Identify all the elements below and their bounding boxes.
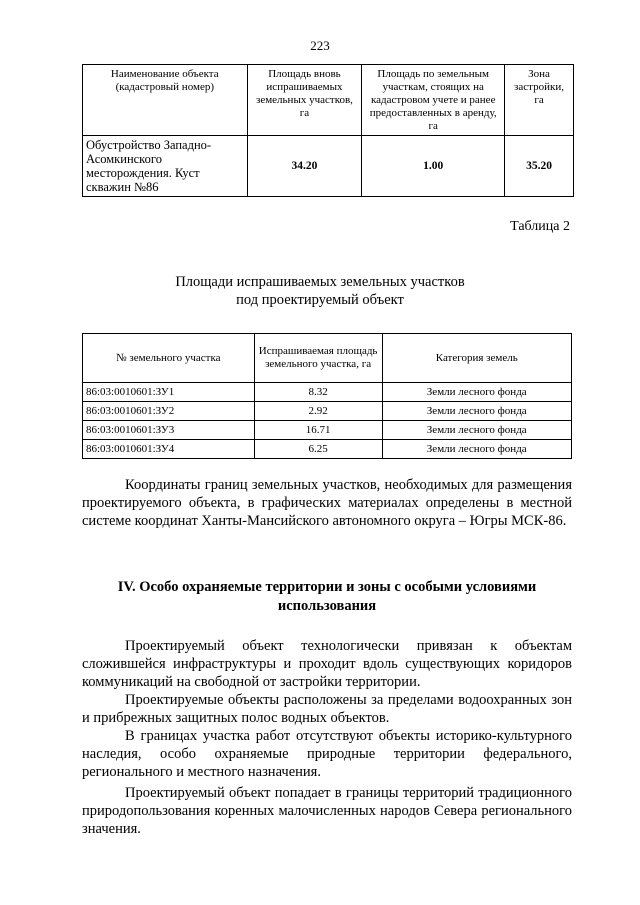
table-row xyxy=(83,383,572,402)
cell-zone: 35.20 xyxy=(505,136,574,197)
cell-plot-number: 86:03:0010601:ЗУ1 xyxy=(83,383,255,402)
cell-plot-number: 86:03:0010601:ЗУ4 xyxy=(83,440,255,459)
table-row xyxy=(83,402,572,421)
header-plot-number: № земельного участка xyxy=(83,334,255,383)
cell-land-category: Земли лесного фонда xyxy=(382,402,572,421)
section-paragraph-2: Проектируемые объекты расположены за пределами водоохранных зон и прибрежных защитных полос водных объектов. xyxy=(82,692,572,726)
cell-land-category: Земли лесного фонда xyxy=(382,383,572,402)
table-title-line-2: под проектируемый объект xyxy=(236,292,404,308)
cell-land-category: Земли лесного фонда xyxy=(382,421,572,440)
table-title xyxy=(0,273,640,309)
table-header-row xyxy=(83,334,572,383)
cell-plot-area: 6.25 xyxy=(254,440,382,459)
header-object-name: Наименование объекта (кадастровый номер) xyxy=(83,65,248,136)
section-heading: IV. Особо охраняемые территории и зоны с особыми условиями использования xyxy=(117,579,537,614)
cell-registered-area: 1.00 xyxy=(362,136,505,197)
cell-object-name: Обустройство Западно-Асомкинского месторождения. Куст скважин №86 xyxy=(83,136,248,197)
header-zone: Зона застройки, га xyxy=(505,65,574,136)
cell-plot-number: 86:03:0010601:ЗУ3 xyxy=(83,421,255,440)
header-land-category: Категория земель xyxy=(382,334,572,383)
header-registered-area: Площадь по земельным участкам, стоящих на кадастровом учете и ранее предоставленных в аренду, га xyxy=(362,65,505,136)
cell-plot-number: 86:03:0010601:ЗУ2 xyxy=(83,402,255,421)
table-row xyxy=(83,136,574,197)
table-title-line-1: Площади испрашиваемых земельных участков xyxy=(175,274,465,290)
coordinates-paragraph: Координаты границ земельных участков, необходимых для размещения проектируемого объекта, в графических материалах определены в местной системе координат Ханты-Мансийского автономного округа – Югры МСК-86. xyxy=(82,477,572,529)
table-row xyxy=(83,440,572,459)
table-caption: Таблица 2 xyxy=(510,219,570,234)
cell-new-area: 34.20 xyxy=(247,136,362,197)
cell-plot-area: 16.71 xyxy=(254,421,382,440)
header-plot-area: Испрашиваемая площадь земельного участка, га xyxy=(254,334,382,383)
cell-plot-area: 8.32 xyxy=(254,383,382,402)
header-new-area: Площадь вновь испрашиваемых земельных участков, га xyxy=(247,65,362,136)
section-paragraph-4: Проектируемый объект попадает в границы территорий традиционного природопользования коренных малочисленных народов Севера регионального значения. xyxy=(82,785,572,837)
table-row xyxy=(83,421,572,440)
cell-land-category: Земли лесного фонда xyxy=(382,440,572,459)
section-paragraph-3: В границах участка работ отсутствуют объекты историко-культурного наследия, особо охраняемые природные территории федерального, регионального и местного назначения. xyxy=(82,728,572,780)
section-paragraph-1: Проектируемый объект технологически привязан к объектам сложившейся инфраструктуры и проходит вдоль существующих коридоров коммуникаций на свободной от застройки территории. xyxy=(82,638,572,690)
table-land-plots xyxy=(82,333,572,459)
cell-plot-area: 2.92 xyxy=(254,402,382,421)
table-land-summary xyxy=(82,64,574,197)
table-header-row xyxy=(83,65,574,136)
page-number: 223 xyxy=(310,38,330,53)
